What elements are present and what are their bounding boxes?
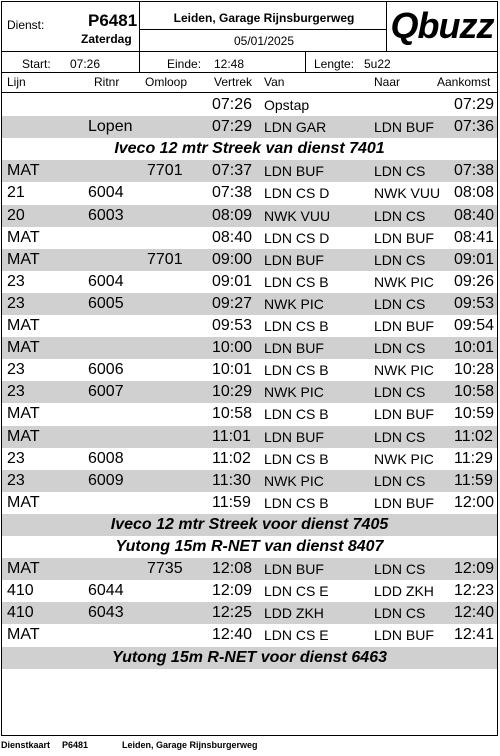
- row-vertrek: 11:01: [212, 427, 251, 445]
- row-lijn: MAT: [7, 493, 40, 511]
- row-naar: LDN CS: [374, 472, 426, 489]
- row-lijn: MAT: [7, 228, 40, 246]
- row-vertrek: 12:40: [212, 626, 253, 644]
- row-vertrek: 08:40: [212, 228, 253, 246]
- row-lijn: MAT: [7, 162, 40, 180]
- row-van: LDN CS B: [264, 494, 329, 511]
- column-header-row: [2, 74, 497, 93]
- table-row: [2, 359, 497, 381]
- row-aankomst: 11:59: [454, 471, 493, 489]
- section-header: Iveco 12 mtr Streek voor dienst 7405: [2, 514, 497, 536]
- dienst-code: P6481: [88, 11, 138, 30]
- col-aankomst: Aankomst: [437, 75, 491, 89]
- table-row: [2, 470, 497, 492]
- divider-v4: [305, 51, 306, 72]
- row-van: LDN BUF: [264, 163, 324, 180]
- divider-h2: [2, 51, 497, 52]
- table-row: [2, 205, 497, 227]
- section-header: Yutong 15m R-NET van dienst 8407: [115, 538, 384, 555]
- row-van: LDN CS E: [264, 583, 329, 600]
- col-omloop: Omloop: [145, 75, 188, 89]
- lengte-value: 5u22: [364, 57, 391, 71]
- row-vertrek: 09:53: [212, 317, 253, 334]
- dienst-label: Dienst:: [7, 18, 45, 32]
- date-label: 05/01/2025: [233, 34, 295, 48]
- row-van: LDN GAR: [264, 119, 327, 136]
- row-aankomst: 07:29: [454, 96, 495, 113]
- row-naar: LDN BUF: [374, 494, 434, 511]
- row-vertrek: 12:09: [212, 582, 253, 600]
- row-lijn: 20: [7, 206, 25, 224]
- row-ritnr: 6004: [88, 272, 124, 290]
- row-vertrek: 07:29: [212, 118, 253, 136]
- footer-location: Leiden, Garage Rijnsburgerweg: [122, 740, 258, 750]
- row-aankomst: 10:58: [454, 383, 495, 401]
- table-row: [2, 403, 497, 425]
- row-aankomst: 08:08: [454, 184, 495, 202]
- row-vertrek: 12:25: [212, 604, 253, 622]
- table-row: [2, 293, 497, 315]
- row-vertrek: 08:09: [212, 206, 253, 224]
- row-lijn: 21: [7, 184, 25, 202]
- divider-v1: [139, 2, 140, 51]
- service-card: [1, 1, 498, 736]
- row-vertrek: 12:08: [212, 560, 253, 578]
- row-lijn: 23: [7, 294, 25, 312]
- col-naar: Naar: [374, 75, 401, 89]
- table-row: [2, 249, 497, 271]
- start-label: Start:: [22, 57, 51, 71]
- row-naar: LDN CS: [374, 384, 426, 401]
- row-ritnr: 6043: [88, 604, 124, 622]
- row-ritnr: 6004: [88, 184, 124, 202]
- row-lijn: 23: [7, 471, 25, 489]
- row-naar: LDN CS: [374, 295, 426, 312]
- row-aankomst: 09:53: [454, 294, 495, 312]
- row-naar: LDN CS: [374, 251, 426, 268]
- row-ritnr: 6006: [88, 361, 124, 379]
- row-van: LDN CS E: [264, 627, 329, 644]
- row-ritnr: 6008: [88, 449, 124, 467]
- row-vertrek: 07:37: [212, 162, 253, 180]
- row-vertrek: 11:59: [212, 493, 251, 511]
- table-row: [2, 624, 497, 646]
- row-van: NWK VUU: [264, 207, 331, 224]
- col-van: Van: [264, 75, 285, 89]
- row-naar: LDN CS: [374, 428, 426, 445]
- row-ritnr: 6044: [88, 582, 124, 600]
- row-van: LDN BUF: [264, 561, 324, 578]
- location-title: Leiden, Garage Rijnsburgerweg: [173, 11, 355, 25]
- table-row: [2, 448, 497, 470]
- qbuzz-logo: Qbuzz: [390, 5, 494, 46]
- row-vertrek: 09:01: [212, 272, 253, 290]
- row-lijn: MAT: [7, 405, 40, 423]
- row-aankomst: 07:36: [454, 118, 495, 136]
- row-van: Opstap: [264, 97, 310, 113]
- row-aankomst: 12:23: [454, 582, 495, 600]
- row-van: LDN BUF: [264, 428, 324, 445]
- row-aankomst: 07:38: [454, 162, 495, 180]
- row-naar: LDN CS: [374, 605, 426, 622]
- row-naar: NWK PIC: [374, 362, 434, 379]
- table-row: [2, 315, 497, 337]
- row-lijn: 23: [7, 449, 25, 467]
- row-van: LDN CS D: [264, 185, 330, 202]
- row-aankomst: 09:26: [454, 272, 495, 290]
- row-lijn: MAT: [7, 317, 40, 334]
- row-ritnr: 6003: [88, 206, 124, 224]
- row-lijn: 23: [7, 361, 25, 379]
- col-lijn: Lijn: [7, 75, 26, 89]
- section-header: Yutong 15m R-NET voor dienst 6463: [2, 647, 497, 669]
- row-lijn: MAT: [7, 427, 40, 445]
- row-omloop: 7735: [147, 560, 183, 578]
- row-aankomst: 12:00: [454, 493, 495, 511]
- row-lijn: 23: [7, 383, 25, 401]
- row-aankomst: 10:28: [454, 361, 495, 379]
- table-row: [2, 182, 497, 204]
- table-row: [2, 271, 497, 293]
- row-naar: LDN CS: [374, 163, 426, 180]
- row-naar: LDN BUF: [374, 229, 434, 246]
- divider-h3: [2, 72, 497, 73]
- row-vertrek: 09:00: [212, 250, 253, 268]
- row-aankomst: 10:01: [454, 339, 495, 357]
- row-van: LDN BUF: [264, 340, 324, 357]
- footer-code: P6481: [62, 740, 89, 750]
- row-van: LDN CS B: [264, 318, 329, 334]
- table-row: [2, 381, 497, 403]
- row-vertrek: 09:27: [212, 294, 253, 312]
- row-naar: LDN BUF: [374, 318, 434, 334]
- row-van: LDN CS B: [264, 362, 329, 379]
- row-naar: NWK PIC: [374, 273, 434, 290]
- row-omloop: 7701: [147, 250, 183, 268]
- row-aankomst: 08:41: [454, 228, 495, 246]
- table-row: [2, 94, 497, 116]
- row-naar: NWK VUU: [374, 185, 441, 202]
- table-row: [2, 227, 497, 249]
- row-van: LDN CS B: [264, 273, 329, 290]
- row-aankomst: 12:41: [454, 626, 495, 644]
- row-aankomst: 08:40: [454, 206, 495, 224]
- row-vertrek: 07:26: [212, 96, 253, 113]
- row-van: LDN CS D: [264, 229, 330, 246]
- table-row: [2, 116, 497, 138]
- row-aankomst: 12:40: [454, 604, 495, 622]
- row-vertrek: 10:01: [212, 361, 253, 379]
- row-van: LDN BUF: [264, 251, 324, 268]
- table-row: [2, 602, 497, 624]
- row-ritnr: 6007: [88, 383, 124, 401]
- row-vertrek: 10:29: [212, 383, 253, 401]
- table-row: [2, 337, 497, 359]
- section-header: Iveco 12 mtr Streek van dienst 7401: [114, 140, 385, 158]
- einde-time: 12:48: [214, 57, 245, 71]
- row-van: LDD ZKH: [264, 605, 324, 622]
- divider-v3: [139, 51, 140, 72]
- row-van: NWK PIC: [264, 295, 324, 312]
- table-row: [2, 558, 497, 580]
- row-naar: LDN CS: [374, 207, 426, 224]
- lengte-label: Lengte:: [314, 57, 355, 71]
- row-van: NWK PIC: [264, 384, 324, 401]
- row-naar: LDN BUF: [374, 119, 434, 136]
- start-time: 07:26: [70, 57, 101, 71]
- row-naar: LDN CS: [374, 340, 426, 357]
- row-lijn: MAT: [7, 626, 40, 644]
- row-vertrek: 10:00: [212, 339, 253, 357]
- row-ritnr: 6005: [88, 294, 124, 312]
- table-row: [2, 580, 497, 602]
- row-aankomst: 09:01: [454, 250, 495, 268]
- row-ritnr: 6009: [88, 471, 124, 489]
- row-naar: LDN CS: [374, 561, 426, 578]
- row-lijn: 410: [7, 604, 34, 622]
- divider-v2: [386, 2, 387, 51]
- col-vertrek: Vertrek: [214, 75, 253, 89]
- row-lijn: MAT: [7, 339, 40, 357]
- row-aankomst: 12:09: [454, 560, 495, 578]
- row-aankomst: 10:59: [454, 405, 495, 423]
- row-naar: NWK PIC: [374, 450, 434, 467]
- divider-h1: [139, 29, 386, 30]
- row-lijn: 410: [7, 582, 34, 600]
- col-ritnr: Ritnr: [94, 75, 120, 89]
- table-row: [2, 492, 497, 514]
- row-naar: LDN BUF: [374, 627, 434, 644]
- row-lijn: MAT: [7, 560, 40, 578]
- row-vertrek: 11:30: [212, 471, 251, 489]
- row-vertrek: 07:38: [212, 184, 253, 202]
- row-aankomst: 09:54: [454, 317, 495, 334]
- row-naar: LDD ZKH: [374, 583, 434, 600]
- row-van: NWK PIC: [264, 472, 324, 489]
- row-aankomst: 11:29: [454, 449, 493, 467]
- row-omloop: 7701: [147, 162, 183, 180]
- day-label: Zaterdag: [81, 32, 132, 46]
- row-vertrek: 10:58: [212, 405, 253, 423]
- table-row: [2, 160, 497, 182]
- footer-label: Dienstkaart: [1, 740, 51, 750]
- row-vertrek: 11:02: [212, 449, 251, 467]
- einde-label: Einde:: [167, 57, 202, 71]
- row-van: LDN CS B: [264, 450, 329, 467]
- row-lijn: 23: [7, 272, 25, 290]
- table-row: [2, 426, 497, 448]
- row-naar: LDN BUF: [374, 406, 434, 423]
- row-aankomst: 11:02: [454, 427, 493, 445]
- row-lijn: MAT: [7, 250, 40, 268]
- row-van: LDN CS B: [264, 406, 329, 423]
- row-ritnr: Lopen: [88, 118, 133, 136]
